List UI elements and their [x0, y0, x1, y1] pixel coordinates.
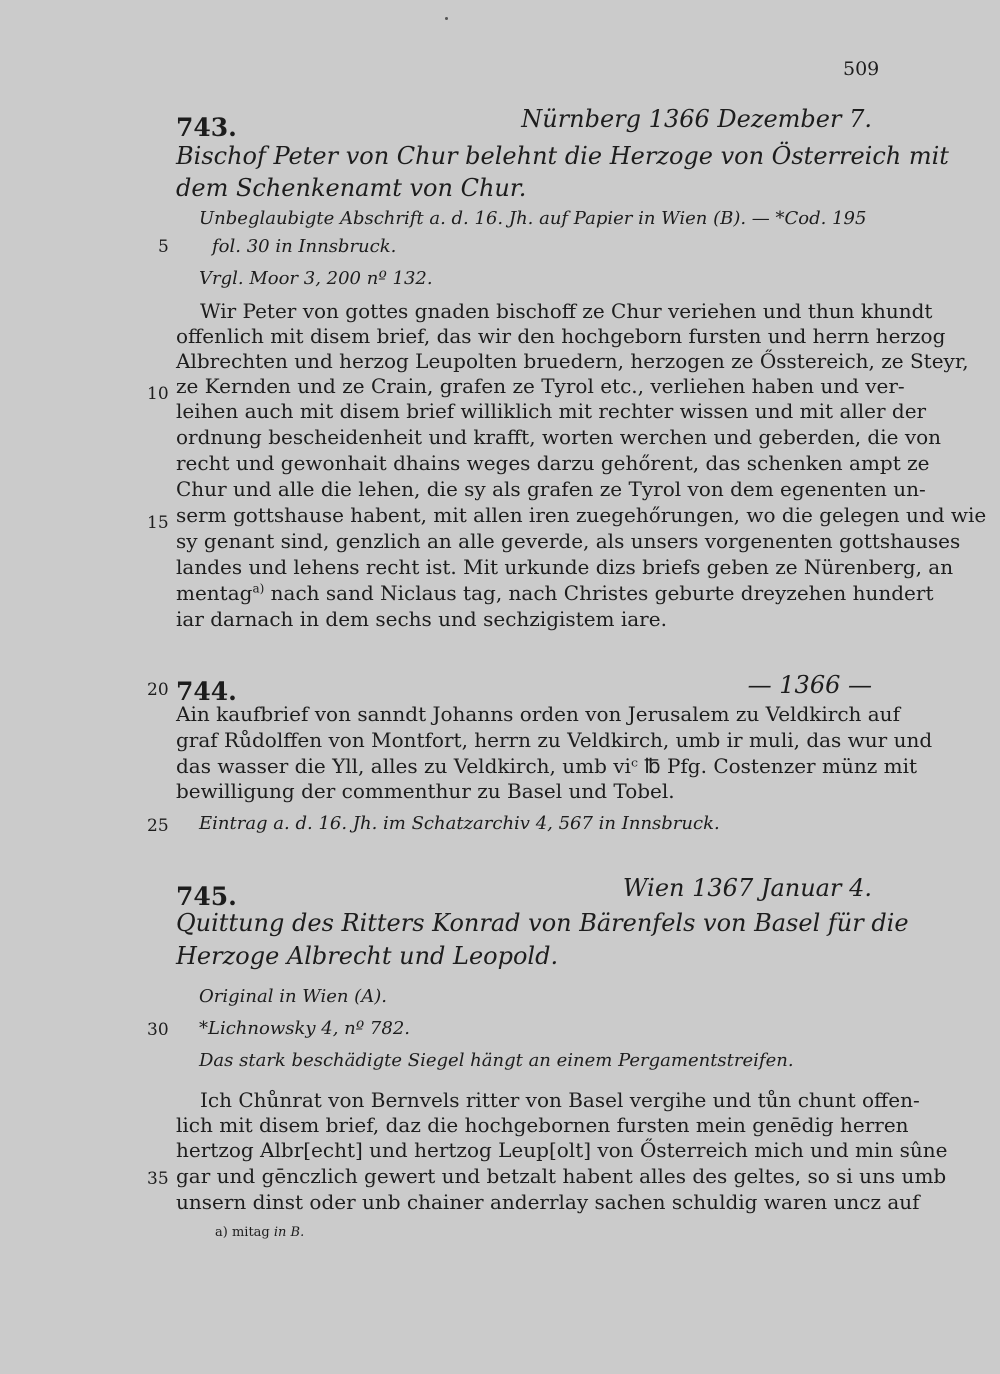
entry-744-source-note: Eintrag a. d. 16. Jh. im Schatzarchiv 4, 567 in Innsbruck.: [199, 813, 720, 834]
entry-745-regest-line: Quittung des Ritters Konrad von Bärenfels von Basel für die: [176, 909, 909, 937]
text-line: hertzog Albr[echt] und hertzog Leup[olt] von Ősterreich mich und min sûne: [176, 1138, 948, 1162]
footnote-mark: a): [215, 1225, 228, 1240]
margin-line-number: 5: [158, 237, 169, 257]
margin-line-number: 20: [147, 680, 169, 700]
text-line: leihen auch mit disem brief williklich mit rechter wissen und mit aller der: [176, 399, 927, 423]
text-line: recht und gewonhait dhains weges darzu gehőrent, das schenken ampt ze: [176, 451, 930, 475]
margin-line-number: 35: [147, 1169, 169, 1189]
text-line: iar darnach in dem sechs und sechzigistem iare.: [176, 607, 667, 631]
text-line: sy genant sind, genzlich an alle geverde, als unsers vorgenenten gottshauses: [176, 529, 961, 553]
entry-743-source-note: Unbeglaubigte Abschrift a. d. 16. Jh. auf Papier in Wien (B). — *Cod. 195: [199, 208, 867, 229]
word-mentag: mentag: [176, 581, 253, 605]
text-line: landes und lehens recht ist. Mit urkunde dizs briefs geben ze Nürenberg, an: [176, 555, 954, 579]
entry-number-744: 744.: [176, 677, 237, 706]
text-line: offenlich mit disem brief, das wir den hochgeborn fursten und herrn herzog: [176, 324, 946, 348]
footnote-word: mitag: [231, 1225, 270, 1240]
speck-mark: [445, 17, 448, 20]
entry-743-regest-line: dem Schenkenamt von Chur.: [176, 174, 527, 202]
text-line: [176, 581, 934, 605]
entry-745-source-note: Original in Wien (A).: [199, 986, 387, 1007]
entry-743-regest-line: Bischof Peter von Chur belehnt die Herzoge von Österreich mit: [176, 142, 949, 170]
text-line: Albrechten und herzog Leupolten bruedern, herzogen ze Ősstereich, ze Steyr,: [176, 349, 969, 373]
text-line: unsern dinst oder unb chainer anderrlay sachen schuldig waren uncz auf: [176, 1190, 920, 1214]
text-line-rest: nach sand Niclaus tag, nach Christes geburte dreyzehen hundert: [270, 581, 934, 605]
text-line: Ain kaufbrief von sanndt Johanns orden von Jerusalem zu Veldkirch auf: [176, 702, 900, 726]
entry-number-745: 745.: [176, 882, 237, 911]
text-line: ordnung bescheidenheit und krafft, worten werchen und geberden, die von: [176, 425, 942, 449]
footnote: [215, 1225, 304, 1240]
margin-line-number: 25: [147, 816, 169, 836]
page-number: 509: [843, 58, 880, 80]
text-line: ze Kernden und ze Crain, grafen ze Tyrol etc., verliehen haben und ver-: [176, 374, 905, 398]
entry-743-reference: Vrgl. Moor 3, 200 nº 132.: [199, 268, 433, 289]
footnote-marker: a): [252, 581, 265, 596]
entry-745-seal-note: Das stark beschädigte Siegel hängt an einem Pergamentstreifen.: [199, 1050, 794, 1071]
entry-745-regest-line: Herzoge Albrecht und Leopold.: [176, 942, 559, 970]
text-line: [176, 754, 917, 778]
entry-number-743: 743.: [176, 113, 237, 142]
margin-line-number: 30: [147, 1020, 169, 1040]
margin-line-number: 10: [147, 384, 169, 404]
text-line: serm gottshause habent, mit allen iren zuegehőrungen, wo die gelegen und wie: [176, 503, 987, 527]
footnote-rest: in B.: [273, 1225, 305, 1240]
text-line: gar und gēnczlich gewert und betzalt habent alles des geltes, so si uns umb: [176, 1164, 947, 1188]
entry-743-place-date: Nürnberg 1366 Dezember 7.: [521, 105, 872, 133]
entry-744-date: — 1366 —: [747, 671, 872, 699]
text-line: Ich Chůnrat von Bernvels ritter von Basel vergihe und tůn chunt offen-: [200, 1088, 920, 1112]
margin-line-number: 15: [147, 513, 169, 533]
text-line: graf Růdolffen von Montfort, herrn zu Veldkirch, umb ir muli, das wur und: [176, 728, 933, 752]
text-segment: das wasser die Yll, alles zu Veldkirch, umb vi: [176, 754, 631, 778]
entry-743-source-note: fol. 30 in Innsbruck.: [212, 236, 397, 257]
text-line: lich mit disem brief, daz die hochgebornen fursten mein genēdig herren: [176, 1113, 909, 1137]
text-line: bewilligung der commenthur zu Basel und Tobel.: [176, 779, 675, 803]
text-segment: ᶜ ℔ Pfg. Costenzer münz mit: [630, 754, 917, 778]
entry-745-place-date: Wien 1367 Januar 4.: [622, 874, 872, 902]
text-line: Wir Peter von gottes gnaden bischoff ze Chur veriehen und thun khundt: [200, 299, 933, 323]
text-line: Chur und alle die lehen, die sy als grafen ze Tyrol von dem egenenten un-: [176, 477, 926, 501]
entry-745-reference: *Lichnowsky 4, nº 782.: [199, 1018, 411, 1039]
